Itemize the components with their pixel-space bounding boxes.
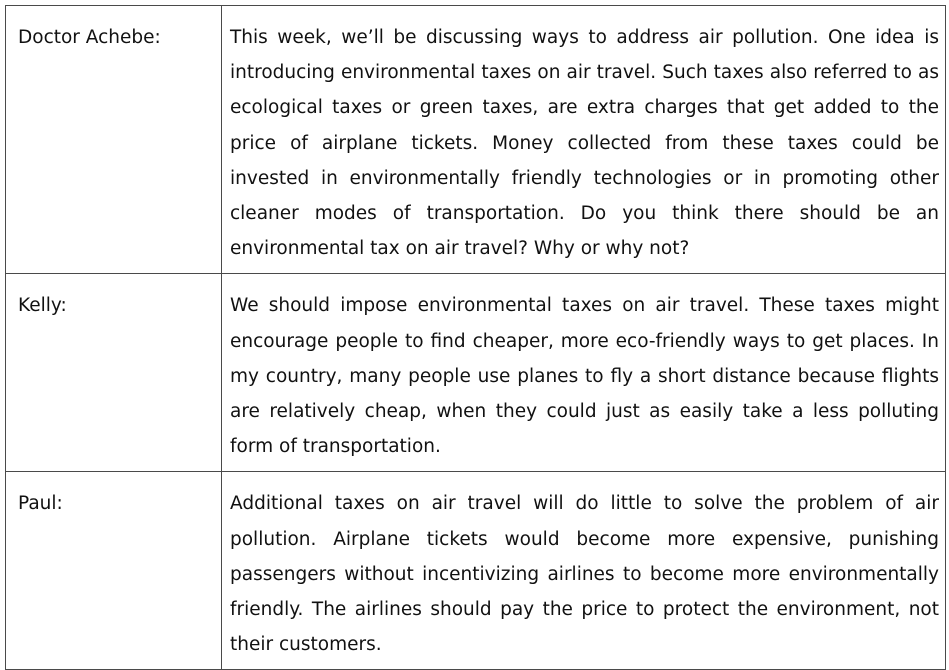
speaker-name: Kelly:: [6, 274, 222, 472]
discussion-row-kelly: [6, 274, 946, 472]
message-text: Additional taxes on air travel will do little to solve the problem of air pollution. Airplane tickets would become more expensive, punishing passengers without incentivizing airlines to become more environmentally friendly. The airlines should pay the price to protect the environment, not their customers.: [222, 472, 946, 670]
message-text: We should impose environmental taxes on air travel. These taxes might encourage people to find cheaper, more eco-friendly ways to get places. In my country, many people use planes to fly a short distance because flights are relatively cheap, when they could just as easily take a less polluting form of transportation.: [222, 274, 946, 472]
discussion-table: [5, 5, 946, 670]
speaker-name: Doctor Achebe:: [6, 6, 222, 274]
message-text: This week, we’ll be discussing ways to address air pollution. One idea is introducing environmental taxes on air travel. Such taxes also referred to as ecological taxes or green taxes, are extra charges that get added to the price of airplane tickets. Money collected from these taxes could be invested in environmentally friendly technologies or in promoting other cleaner modes of transportation. Do you think there should be an environmental tax on air travel? Why or why not?: [222, 6, 946, 274]
discussion-row-paul: [6, 472, 946, 670]
speaker-name: Paul:: [6, 472, 222, 670]
discussion-row-doctor-achebe: [6, 6, 946, 274]
